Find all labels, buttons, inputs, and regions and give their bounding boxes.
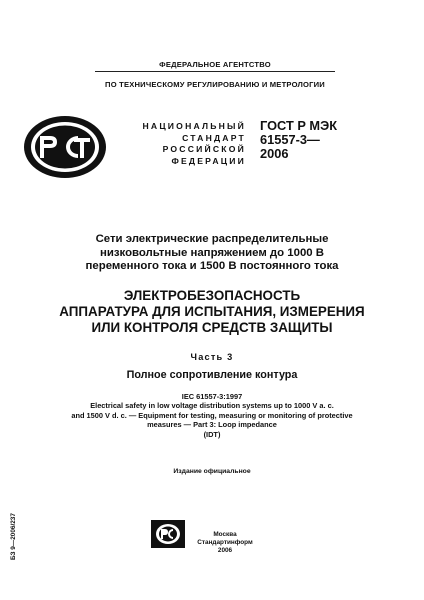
part-number: Часть 3 <box>190 352 234 362</box>
english-line: and 1500 V d. c. — Equipment for testing, measuring or monitoring of protective <box>71 410 353 420</box>
title-line: переменного тока и 1500 В постоянного тока <box>85 260 339 273</box>
national-line: НАЦИОНАЛЬНЫЙ <box>142 121 246 131</box>
publisher-name: Стандартинформ <box>197 539 253 546</box>
iec-reference: IEC 61557-3:1997 <box>181 392 243 401</box>
document-title <box>40 233 384 274</box>
document-main-title <box>30 288 394 336</box>
main-title-line: ЭЛЕКТРОБЕЗОПАСНОСТЬ <box>123 288 301 303</box>
national-line: РОССИЙСКОЙ <box>162 144 246 154</box>
standard-code-line: 61557-3— <box>260 132 320 147</box>
document-subtitle: Полное сопротивление контура <box>126 369 298 381</box>
edition-note: Издание официальное <box>173 468 251 475</box>
national-standard-label <box>118 121 246 167</box>
english-line: Electrical safety in low voltage distribution systems up to 1000 V a. c. <box>90 401 334 410</box>
publisher-city: Москва <box>213 531 237 538</box>
side-registration-note: БЗ 9—2006/237 <box>10 513 17 560</box>
rst-logo-icon <box>22 114 108 180</box>
header-divider <box>95 71 335 72</box>
standard-code-line: ГОСТ Р МЭК <box>260 118 337 133</box>
main-title-line: ИЛИ КОНТРОЛЯ СРЕДСТВ ЗАЩИТЫ <box>91 320 333 335</box>
publisher-info <box>194 531 256 555</box>
main-title-line: АППАРАТУРА ДЛЯ ИСПЫТАНИЯ, ИЗМЕРЕНИЯ <box>59 304 365 319</box>
national-line: ФЕДЕРАЦИИ <box>171 155 246 166</box>
publisher-logo-icon <box>150 519 186 549</box>
agency-name: ФЕДЕРАЛЬНОЕ АГЕНТСТВО <box>159 60 271 69</box>
english-line: (IDT) <box>203 429 221 439</box>
english-title <box>30 401 394 439</box>
standard-code-line: 2006 <box>260 146 289 161</box>
agency-subtitle: ПО ТЕХНИЧЕСКОМУ РЕГУЛИРОВАНИЮ И МЕТРОЛОГИИ <box>105 80 325 89</box>
title-line: Сети электрические распределительные <box>95 233 329 245</box>
publisher-year: 2006 <box>217 547 233 554</box>
english-line: measures — Part 3: Loop impedance <box>147 420 277 430</box>
standard-code <box>260 119 337 161</box>
title-line: низковольтные напряжением до 1000 В <box>99 246 325 259</box>
national-line: СТАНДАРТ <box>182 132 246 143</box>
